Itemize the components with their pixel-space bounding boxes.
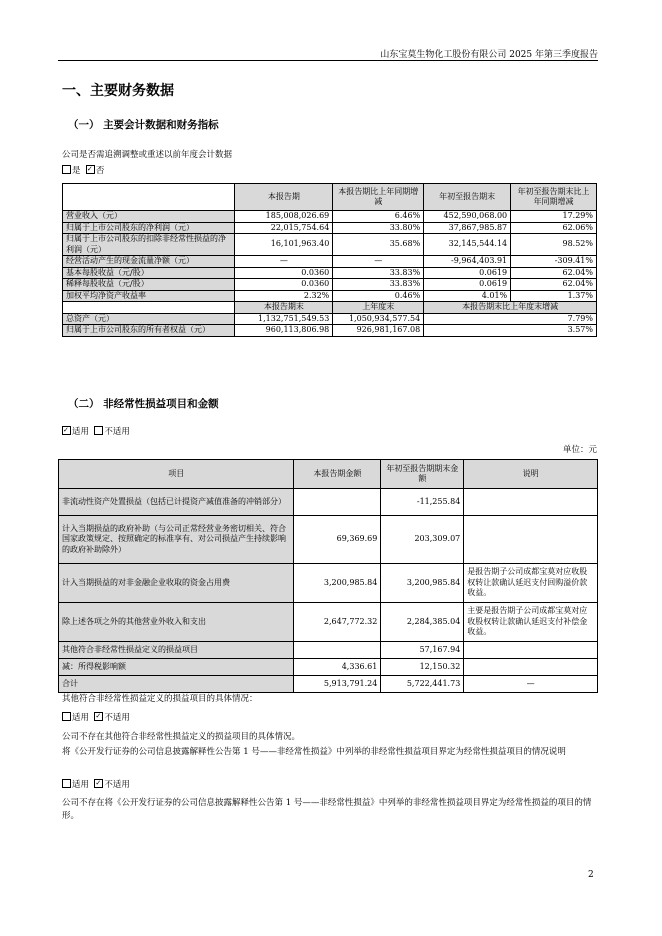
item-label: 计入当期损益的对非金融企业收取的资金占用费 <box>59 564 294 603</box>
cell-value: 35.68% <box>333 234 424 256</box>
checkbox-applicable-icon[interactable] <box>62 779 71 788</box>
section-title: 一、主要财务数据 <box>62 83 174 99</box>
subsection-title-1: （一） 主要会计数据和财务指标 <box>68 119 219 131</box>
cell-value: 62.04% <box>511 279 597 291</box>
cell-value: -9,964,403.91 <box>424 256 511 268</box>
row-label: 营业收入（元） <box>63 211 235 223</box>
final-statement: 公司不存在将《公开发行证券的公司信息披露解释性公告第 1 号——非经常性损益》中列举的非经常性损益项目界定为经常性损益的项目的情形。 <box>62 798 592 821</box>
table-row <box>63 256 597 268</box>
table-header: 年初至报告期期末金额 <box>381 460 464 489</box>
non-recurring-items-table <box>58 459 598 693</box>
row-label: 加权平均净资产收益率 <box>63 290 235 302</box>
table-row <box>63 222 597 234</box>
cell-note <box>464 659 598 676</box>
table-header: 上年度末 <box>333 302 424 314</box>
applicable-options <box>62 426 130 439</box>
cell-value: 6.46% <box>333 211 424 223</box>
cell-value: 7.79% <box>424 313 597 325</box>
cell-value: 0.46% <box>333 290 424 302</box>
table-row <box>63 279 597 291</box>
table-row <box>63 325 597 337</box>
cell-value: 1.37% <box>511 290 597 302</box>
cell-value: 0.0360 <box>235 267 333 279</box>
applicable-options-3 <box>62 779 130 792</box>
row-label: 总资产（元） <box>63 313 235 325</box>
cell-value: — <box>333 256 424 268</box>
table-header: 年初至报告期末比上年同期增减 <box>511 184 597 211</box>
cell-note <box>464 516 598 564</box>
cell-value: 4.01% <box>424 290 511 302</box>
table-corner <box>63 302 235 314</box>
row-label: 归属于上市公司股东的扣除非经常性损益的净利润（元） <box>63 234 235 256</box>
table-row <box>59 659 598 676</box>
cell-value: 69,369.69 <box>294 516 381 564</box>
item-label: 减：所得税影响额 <box>59 659 294 676</box>
cell-value <box>294 489 381 516</box>
applicable-options-2 <box>62 712 130 725</box>
cell-note <box>464 642 598 659</box>
row-label: 归属于上市公司股东的所有者权益（元） <box>63 325 235 337</box>
cell-value: 203,309.07 <box>381 516 464 564</box>
item-label: 合计 <box>59 676 294 693</box>
other-items-text: 公司不存在其他符合非经常性损益定义的损益项目的具体情况。 <box>62 732 301 742</box>
table-row <box>59 603 598 642</box>
cell-value: — <box>235 256 333 268</box>
table-header: 年初至报告期末 <box>424 184 511 211</box>
cell-value: 0.0619 <box>424 267 511 279</box>
item-label: 除上述各项之外的其他营业外收入和支出 <box>59 603 294 642</box>
cell-note: 是报告期子公司成都宝莫对应收股权转让款确认延迟支付回购溢价款收益。 <box>464 564 598 603</box>
cell-value: 37,867,985.87 <box>424 222 511 234</box>
cell-value: 17.29% <box>511 211 597 223</box>
checkbox-applicable-icon[interactable] <box>62 712 71 721</box>
cell-value: 12,150.32 <box>381 659 464 676</box>
cell-value: 3.57% <box>424 325 597 337</box>
cell-value: -309.41% <box>511 256 597 268</box>
cell-value: 0.0360 <box>235 279 333 291</box>
cell-value: 33.83% <box>333 267 424 279</box>
cell-value: 4,336.61 <box>294 659 381 676</box>
subsection-title-2: （二） 非经常性损益项目和金额 <box>68 398 219 410</box>
rule-description: 将《公开发行证券的公司信息披露解释性公告第 1 号——非经常性损益》中列举的非经常性损益项目界定为经常性损益项目的情况说明 <box>62 747 566 757</box>
header-rule <box>58 60 598 61</box>
cell-value: 0.0619 <box>424 279 511 291</box>
cell-value: 3,200,985.84 <box>294 564 381 603</box>
cell-value: 960,113,806.98 <box>235 325 333 337</box>
row-label: 基本每股收益（元/股） <box>63 267 235 279</box>
checkbox-not-applicable-icon[interactable] <box>94 779 103 788</box>
cell-value: 98.52% <box>511 234 597 256</box>
table-row <box>59 642 598 659</box>
cell-note: — <box>464 676 598 693</box>
checkbox-yes-icon[interactable] <box>62 165 71 174</box>
restate-options <box>62 165 104 178</box>
table-row <box>63 234 597 256</box>
option-applicable-label: 适用 <box>72 427 90 437</box>
table-header: 本报告期金额 <box>294 460 381 489</box>
cell-value: 3,200,985.84 <box>381 564 464 603</box>
cell-value: 452,590,068.00 <box>424 211 511 223</box>
option-not-applicable-label: 不适用 <box>104 713 130 723</box>
row-label: 经营活动产生的现金流量净额（元） <box>63 256 235 268</box>
cell-value: 33.80% <box>333 222 424 234</box>
restate-question: 公司是否需追溯调整或重述以前年度会计数据 <box>62 150 233 160</box>
row-label: 归属于上市公司股东的净利润（元） <box>63 222 235 234</box>
table-header: 本报告期 <box>235 184 333 211</box>
other-items-line: 其他符合非经常性损益定义的损益项目的具体情况： <box>62 694 258 704</box>
cell-value: 33.83% <box>333 279 424 291</box>
cell-value: 5,913,791.24 <box>294 676 381 693</box>
option-no-label: 否 <box>95 166 105 176</box>
table-row <box>63 290 597 302</box>
cell-value: 22,015,754.64 <box>235 222 333 234</box>
checkbox-not-applicable-icon[interactable] <box>94 426 103 435</box>
checkbox-applicable-icon[interactable] <box>62 426 71 435</box>
cell-note <box>464 489 598 516</box>
table-row <box>63 211 597 223</box>
cell-value: 32,145,544.14 <box>424 234 511 256</box>
table-corner <box>63 184 235 211</box>
checkbox-not-applicable-icon[interactable] <box>94 712 103 721</box>
financial-indicators-table <box>62 183 597 337</box>
item-label: 计入当期损益的政府补助（与公司正常经营业务密切相关、符合国家政策规定、按照确定的标准享有、对公司损益产生持续影响的政府补助除外） <box>59 516 294 564</box>
table-header: 本报告期末比上年度末增减 <box>424 302 597 314</box>
cell-value <box>294 642 381 659</box>
table-header: 说明 <box>464 460 598 489</box>
report-header-title: 山东宝莫生物化工股份有限公司 2025 年第三季度报告 <box>380 50 598 60</box>
option-not-applicable-label: 不适用 <box>104 780 130 790</box>
cell-value: 1,132,751,549.53 <box>235 313 333 325</box>
cell-note: 主要是报告期子公司成都宝莫对应收股权转让款确认延迟支付补偿金收益。 <box>464 603 598 642</box>
table-header: 本报告期末 <box>235 302 333 314</box>
table-header: 项目 <box>59 460 294 489</box>
cell-value: 2.32% <box>235 290 333 302</box>
cell-value: 57,167.94 <box>381 642 464 659</box>
item-label: 其他符合非经常性损益定义的损益项目 <box>59 642 294 659</box>
cell-value: 62.04% <box>511 267 597 279</box>
cell-value: -11,255.84 <box>381 489 464 516</box>
table-header: 本报告期比上年同期增减 <box>333 184 424 211</box>
option-applicable-label: 适用 <box>72 713 90 723</box>
cell-value: 2,284,385.04 <box>381 603 464 642</box>
option-yes-label: 是 <box>72 166 81 176</box>
table-row <box>59 489 598 516</box>
table-row <box>59 516 598 564</box>
cell-value: 5,722,441.73 <box>381 676 464 693</box>
option-not-applicable-label: 不适用 <box>104 427 130 437</box>
cell-value: 62.06% <box>511 222 597 234</box>
cell-value: 16,101,963.40 <box>235 234 333 256</box>
page-number: 2 <box>588 870 594 880</box>
cell-value: 926,981,167.08 <box>333 325 424 337</box>
item-label: 非流动性资产处置损益（包括已计提资产减值准备的冲销部分） <box>59 489 294 516</box>
table-row <box>63 267 597 279</box>
cell-value: 185,008,026.69 <box>235 211 333 223</box>
checkbox-no-icon[interactable] <box>86 165 95 174</box>
option-applicable-label: 适用 <box>72 780 90 790</box>
table-row <box>59 676 598 693</box>
table-row <box>59 564 598 603</box>
cell-value: 1,050,934,577.54 <box>333 313 424 325</box>
row-label: 稀释每股收益（元/股） <box>63 279 235 291</box>
table-row <box>63 313 597 325</box>
cell-value: 2,647,772.32 <box>294 603 381 642</box>
unit-label: 单位：元 <box>562 445 597 455</box>
